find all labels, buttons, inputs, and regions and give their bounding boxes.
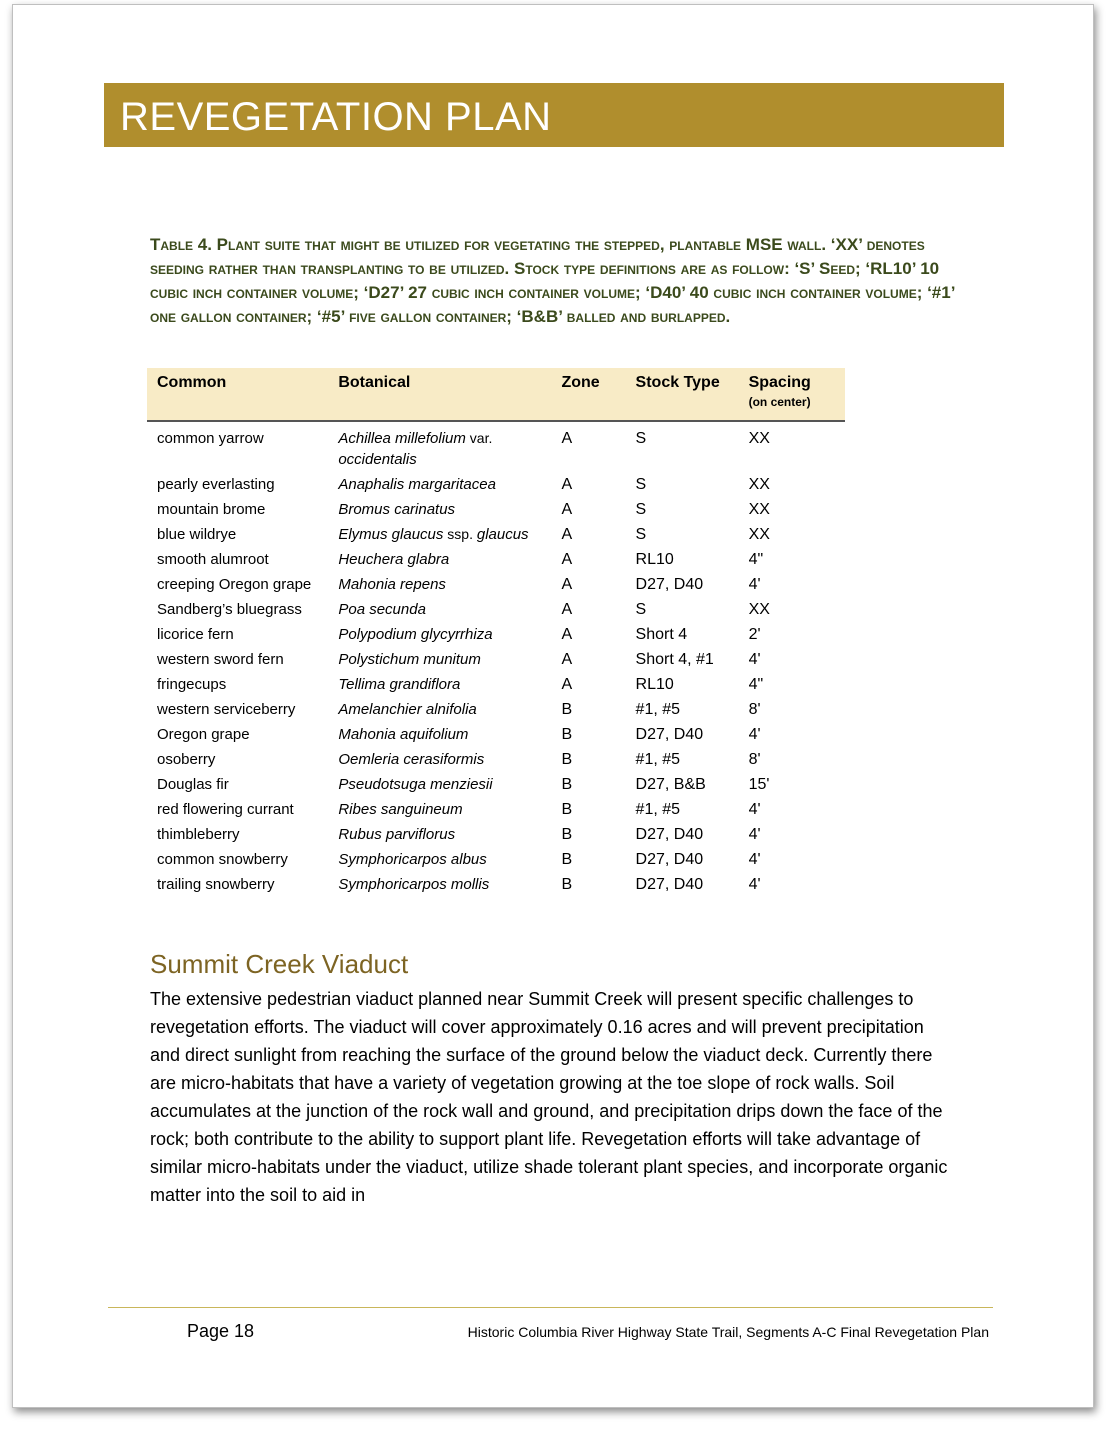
cell-common: thimbleberry bbox=[157, 826, 240, 843]
cell-common: red flowering currant bbox=[157, 801, 294, 818]
cell-zone: A bbox=[561, 626, 573, 643]
cell-spacing: 4" bbox=[748, 551, 764, 568]
cell-stock-type: S bbox=[635, 601, 647, 618]
botanical-name: Bromus carinatus bbox=[338, 501, 456, 518]
cell-botanical bbox=[328, 672, 551, 697]
table-row bbox=[147, 847, 845, 872]
table-row bbox=[147, 622, 845, 647]
cell-zone: B bbox=[561, 776, 573, 793]
table-row bbox=[147, 872, 845, 897]
cell-spacing: 4' bbox=[748, 826, 761, 843]
botanical-rank: var. bbox=[465, 430, 493, 446]
cell-stock-type: D27, B&B bbox=[635, 776, 706, 793]
cell-botanical bbox=[328, 597, 551, 622]
section-heading: Summit Creek Viaduct bbox=[150, 949, 409, 979]
table-row bbox=[147, 497, 845, 522]
table-row bbox=[147, 697, 845, 722]
cell-stock-type: Short 4, #1 bbox=[635, 651, 714, 668]
cell-zone: A bbox=[561, 576, 573, 593]
botanical-name: Mahonia aquifolium bbox=[338, 726, 469, 743]
cell-spacing: 4' bbox=[748, 801, 761, 818]
cell-botanical bbox=[328, 697, 551, 722]
table-row bbox=[147, 421, 845, 472]
botanical-name: Elymus glaucus bbox=[338, 526, 444, 543]
cell-zone: A bbox=[561, 501, 573, 518]
cell-botanical bbox=[328, 722, 551, 747]
cell-spacing: 4' bbox=[748, 851, 761, 868]
cell-common: common snowberry bbox=[157, 851, 288, 868]
table-row bbox=[147, 797, 845, 822]
botanical-name: Poa secunda bbox=[338, 601, 426, 618]
table-row bbox=[147, 722, 845, 747]
botanical-name: Amelanchier alnifolia bbox=[338, 701, 477, 718]
cell-zone: B bbox=[561, 851, 573, 868]
cell-common: western sword fern bbox=[157, 651, 284, 668]
cell-spacing: XX bbox=[748, 501, 770, 518]
cell-botanical bbox=[328, 747, 551, 772]
cell-zone: B bbox=[561, 826, 573, 843]
table-caption: Table 4. Plant suite that might be utilized for vegetating the stepped, plantable MSE wall. ‘XX’ denotes seeding rather than transplanting to be utilized. Stock type definitions are as follow: ‘S’ Seed; ‘RL10’ 10 cubic inch container volume; ‘D27’ 27 cubic inch container volume; ‘D40’ 40 cubic inch container volume; ‘#1’ one gallon container; ‘#5’ five gallon container; ‘B&B’ balled and burlapped. bbox=[150, 235, 955, 326]
header-botanical: Botanical bbox=[328, 368, 551, 421]
cell-stock-type: #1, #5 bbox=[635, 801, 681, 818]
footer-page-number: Page 18 bbox=[187, 1321, 255, 1341]
cell-common: Douglas fir bbox=[157, 776, 229, 793]
cell-spacing: 4' bbox=[748, 651, 761, 668]
section-body: The extensive pedestrian viaduct planned near Summit Creek will present specific challenges to revegetation efforts. The viaduct will cover approximately 0.16 acres and will prevent precipitation and direct sunlight from reaching the surface of the ground below the viaduct deck. Currently there are micro-habitats that have a variety of vegetation growing at the toe slope of rock walls. Soil accumulates at the junction of the rock wall and ground, and precipitation drips down the face of the rock; both contribute to the ability to support plant life. Revegetation efforts will take advantage of similar micro-habitats under the viaduct, utilize shade tolerant plant species, and incorporate organic matter into the soil to aid in bbox=[150, 989, 948, 1205]
cell-common: pearly everlasting bbox=[157, 476, 275, 493]
cell-common: mountain brome bbox=[157, 501, 266, 518]
cell-botanical bbox=[328, 622, 551, 647]
cell-spacing: 15' bbox=[748, 776, 770, 793]
cell-common: creeping Oregon grape bbox=[157, 576, 312, 593]
cell-spacing: XX bbox=[748, 601, 770, 618]
cell-botanical bbox=[328, 797, 551, 822]
botanical-name: Pseudotsuga menziesii bbox=[338, 776, 493, 793]
cell-spacing: 4' bbox=[748, 876, 761, 893]
table-header-row bbox=[147, 368, 845, 421]
cell-common: smooth alumroot bbox=[157, 551, 269, 568]
cell-botanical bbox=[328, 497, 551, 522]
cell-zone: A bbox=[561, 476, 573, 493]
cell-botanical bbox=[328, 421, 551, 472]
cell-zone: B bbox=[561, 876, 573, 893]
cell-botanical bbox=[328, 872, 551, 897]
table-row bbox=[147, 597, 845, 622]
botanical-name: Heuchera glabra bbox=[338, 551, 450, 568]
cell-zone: A bbox=[561, 651, 573, 668]
cell-common: fringecups bbox=[157, 676, 227, 693]
cell-common: Oregon grape bbox=[157, 726, 250, 743]
footer-rule bbox=[108, 1307, 993, 1308]
header-spacing-sub: (on center) bbox=[748, 395, 811, 409]
cell-stock-type: D27, D40 bbox=[635, 726, 704, 743]
cell-zone: A bbox=[561, 526, 573, 543]
cell-spacing: 8' bbox=[748, 701, 761, 718]
table-row bbox=[147, 647, 845, 672]
table-row bbox=[147, 547, 845, 572]
botanical-infraspecific: glaucus bbox=[476, 526, 529, 543]
botanical-rank: ssp. bbox=[443, 526, 477, 542]
banner-title: REVEGETATION PLAN bbox=[120, 94, 552, 139]
header-common: Common bbox=[147, 368, 328, 421]
cell-botanical bbox=[328, 522, 551, 547]
cell-stock-type: D27, D40 bbox=[635, 851, 704, 868]
cell-botanical bbox=[328, 472, 551, 497]
cell-stock-type: S bbox=[635, 526, 647, 543]
botanical-name: Oemleria cerasiformis bbox=[338, 751, 485, 768]
cell-zone: B bbox=[561, 726, 573, 743]
cell-stock-type: D27, D40 bbox=[635, 576, 704, 593]
header-zone: Zone bbox=[551, 368, 625, 421]
botanical-infraspecific: occidentalis bbox=[338, 451, 417, 468]
botanical-name: Anaphalis margaritacea bbox=[338, 476, 496, 493]
cell-zone: B bbox=[561, 801, 573, 818]
cell-botanical bbox=[328, 572, 551, 597]
cell-botanical bbox=[328, 847, 551, 872]
cell-stock-type: #1, #5 bbox=[635, 701, 681, 718]
cell-botanical bbox=[328, 822, 551, 847]
botanical-name: Mahonia repens bbox=[338, 576, 446, 593]
cell-zone: B bbox=[561, 751, 573, 768]
table-row bbox=[147, 747, 845, 772]
botanical-name: Ribes sanguineum bbox=[338, 801, 463, 818]
cell-common: Sandberg’s bluegrass bbox=[157, 601, 302, 618]
table-row bbox=[147, 822, 845, 847]
cell-zone: A bbox=[561, 430, 573, 447]
cell-spacing: 2' bbox=[748, 626, 761, 643]
table-body bbox=[147, 421, 845, 897]
cell-spacing: 4" bbox=[748, 676, 764, 693]
cell-zone: A bbox=[561, 551, 573, 568]
footer-document-title: Historic Columbia River Highway State Trail, Segments A-C Final Revegetation Plan bbox=[467, 1324, 989, 1340]
cell-stock-type: #1, #5 bbox=[635, 751, 681, 768]
cell-spacing: 8' bbox=[748, 751, 761, 768]
header-stock-type: Stock Type bbox=[626, 368, 739, 421]
cell-common: common yarrow bbox=[157, 430, 264, 447]
cell-common: blue wildrye bbox=[157, 526, 237, 543]
document-page bbox=[12, 4, 1094, 1408]
botanical-name: Symphoricarpos mollis bbox=[338, 876, 490, 893]
botanical-name: Symphoricarpos albus bbox=[338, 851, 487, 868]
section-banner bbox=[104, 83, 1004, 147]
table-row bbox=[147, 772, 845, 797]
cell-common: western serviceberry bbox=[157, 701, 296, 718]
cell-common: trailing snowberry bbox=[157, 876, 275, 893]
cell-stock-type: S bbox=[635, 501, 647, 518]
cell-spacing: 4' bbox=[748, 726, 761, 743]
cell-stock-type: S bbox=[635, 476, 647, 493]
header-spacing-label: Spacing bbox=[748, 374, 811, 391]
botanical-name: Tellima grandiflora bbox=[338, 676, 461, 693]
cell-botanical bbox=[328, 772, 551, 797]
table-row bbox=[147, 472, 845, 497]
cell-common: licorice fern bbox=[157, 626, 234, 643]
cell-stock-type: Short 4 bbox=[635, 626, 688, 643]
cell-spacing: XX bbox=[748, 476, 770, 493]
cell-stock-type: RL10 bbox=[635, 551, 674, 568]
cell-spacing: XX bbox=[748, 526, 770, 543]
table-row bbox=[147, 572, 845, 597]
cell-zone: A bbox=[561, 676, 573, 693]
cell-stock-type: D27, D40 bbox=[635, 876, 704, 893]
cell-spacing: 4' bbox=[748, 576, 761, 593]
table-row bbox=[147, 672, 845, 697]
cell-spacing: XX bbox=[748, 430, 770, 447]
cell-stock-type: RL10 bbox=[635, 676, 674, 693]
cell-stock-type: D27, D40 bbox=[635, 826, 704, 843]
botanical-name: Polypodium glycyrrhiza bbox=[338, 626, 493, 643]
plant-table bbox=[147, 368, 845, 897]
cell-botanical bbox=[328, 547, 551, 572]
cell-stock-type: S bbox=[635, 430, 647, 447]
cell-botanical bbox=[328, 647, 551, 672]
table-row bbox=[147, 522, 845, 547]
cell-zone: B bbox=[561, 701, 573, 718]
cell-common: osoberry bbox=[157, 751, 216, 768]
botanical-name: Polystichum munitum bbox=[338, 651, 481, 668]
header-spacing bbox=[739, 368, 845, 421]
cell-zone: A bbox=[561, 601, 573, 618]
botanical-name: Rubus parviflorus bbox=[338, 826, 456, 843]
botanical-name: Achillea millefolium bbox=[338, 430, 466, 447]
